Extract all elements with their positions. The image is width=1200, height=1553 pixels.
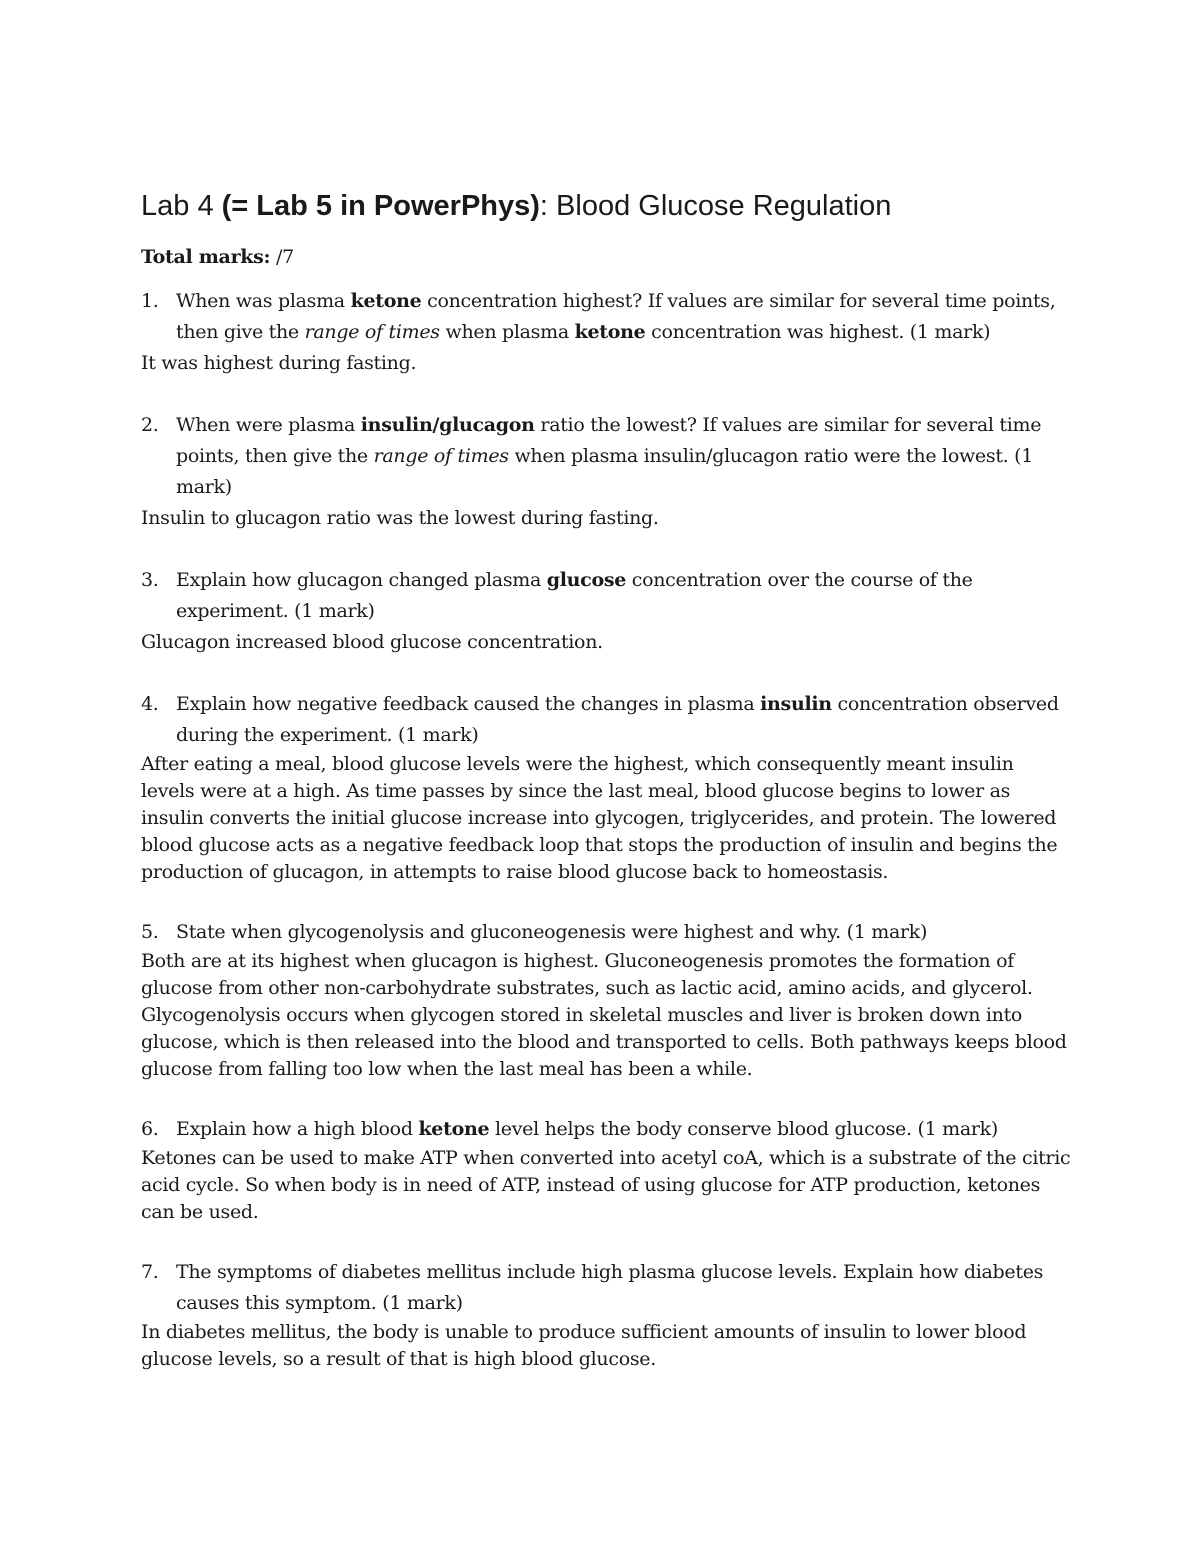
question-block [141,689,1071,886]
question-text [141,917,1071,948]
question-segment: when plasma [439,321,575,343]
answer-text: It was highest during fasting. [141,352,417,374]
question-block [141,917,1071,1083]
question-segment: Explain how glucagon changed plasma [176,569,547,591]
question-text [141,1114,1071,1145]
question-number: 3. [141,569,159,591]
question-segment: State when glycogenolysis and gluconeogenesis were highest and why. (1 mark) [176,921,928,943]
total-marks [141,242,1071,273]
question-segment: When were plasma [176,414,361,436]
answer-text: Insulin to glucagon ratio was the lowest during fasting. [141,507,659,529]
total-marks-value: /7 [270,246,294,268]
question-segment: concentration highest? If values are similar for several time points, then give the [176,290,1056,343]
question-number: 4. [141,693,159,715]
question-keyword: ketone [350,290,422,312]
page-title [141,186,1071,226]
question-keyword: ketone [418,1118,490,1140]
question-emphasis: range of times [304,321,440,343]
answer-text: In diabetes mellitus, the body is unable to produce sufficient amounts of insulin to lower blood glucose levels, so a result of that is high blood glucose. [141,1321,1027,1370]
question-keyword: ketone [574,321,646,343]
question-segment: concentration was highest. (1 mark) [645,321,991,343]
question-number: 1. [141,290,159,312]
question-number: 6. [141,1118,159,1140]
answer-text: Ketones can be used to make ATP when converted into acetyl coA, which is a substrate of the citric acid cycle. So when body is in need of ATP, instead of using glucose for ATP production, ketones can be used. [141,1147,1071,1223]
question-segment: Explain how a high blood [176,1118,419,1140]
title-prefix: Lab 4 [141,190,222,222]
answer-text: After eating a meal, blood glucose levels were the highest, which consequently meant insulin levels were at a high. As time passes by since the last meal, blood glucose begins to lower as insulin converts the initial glucose increase into glycogen, triglycerides, and protein. The lowered blood glucose acts as a negative feedback loop that stops the production of insulin and begins the production of glucagon, in attempts to raise blood glucose back to homeostasis. [141,753,1058,883]
answer-text: Glucagon increased blood glucose concentration. [141,631,603,653]
question-text [141,410,1071,503]
question-block [141,565,1071,658]
question-number: 2. [141,414,159,436]
question-text [141,286,1071,348]
question-number: 7. [141,1261,159,1283]
question-number: 5. [141,921,159,943]
question-segment: When was plasma [176,290,351,312]
question-emphasis: range of times [373,445,509,467]
question-segment: concentration observed during the experiment. (1 mark) [176,693,1059,746]
question-segment: level helps the body conserve blood glucose. (1 mark) [489,1118,998,1140]
title-bold: (= Lab 5 in PowerPhys) [221,190,540,222]
question-segment: ratio the lowest? If values are similar for several time points, then give the [176,414,1042,467]
question-block [141,1114,1071,1226]
question-list [141,286,1071,1373]
question-segment: Explain how negative feedback caused the changes in plasma [176,693,761,715]
title-suffix: : Blood Glucose Regulation [539,190,892,222]
question-block [141,1257,1071,1373]
document-page [141,186,1071,1404]
question-keyword: insulin/glucagon [360,414,535,436]
question-text [141,565,1071,627]
question-segment: when plasma insulin/glucagon ratio were the lowest. (1 mark) [176,445,1034,498]
question-block [141,410,1071,534]
total-marks-label: Total marks: [141,246,271,268]
question-text [141,689,1071,751]
question-text [141,1257,1071,1319]
question-keyword: glucose [546,569,627,591]
question-segment: concentration over the course of the experiment. (1 mark) [176,569,973,622]
question-keyword: insulin [760,693,832,715]
answer-text: Both are at its highest when glucagon is highest. Gluconeogenesis promotes the formation of glucose from other non-carbohydrate substrates, such as lactic acid, amino acids, and glycerol. Glycogenolysis occurs when glycogen stored in skeletal muscles and liver is broken down into glucose, which is then released into the blood and transported to cells. Both pathways keeps blood glucose from falling too low when the last meal has been a while. [141,950,1067,1080]
question-block [141,286,1071,379]
question-segment: The symptoms of diabetes mellitus include high plasma glucose levels. Explain how diabetes causes this symptom. (1 mark) [176,1261,1044,1314]
